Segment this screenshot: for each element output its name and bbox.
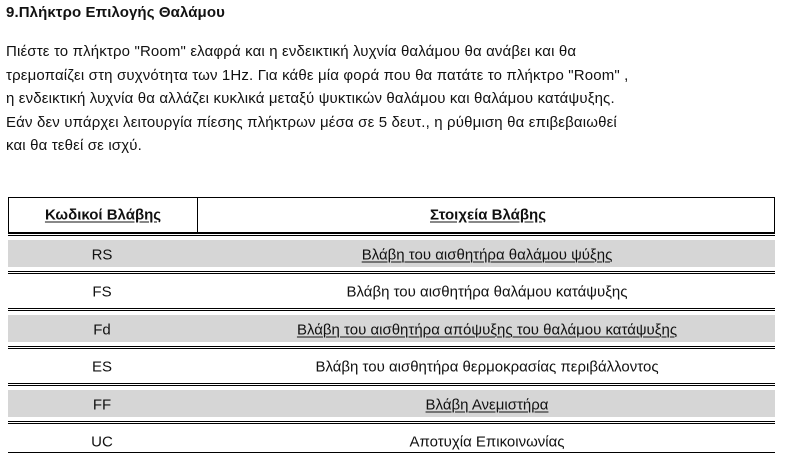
table-header-row — [8, 197, 775, 233]
header-fault-details: Στοιχεία Βλάβης — [430, 206, 546, 224]
row-shading — [8, 390, 775, 417]
paragraph-line: τρεμοπαίζει στη συχνότητα των 1Hz. Για κάθε μία φορά που θα πατάτε το πλήκτρο "Room" , — [6, 66, 629, 84]
table-row — [8, 233, 775, 271]
fault-code-cell: FF — [92, 396, 112, 414]
paragraph-line: και θα τεθεί σε ισχύ. — [6, 137, 142, 154]
instruction-paragraph — [6, 40, 796, 158]
fault-description-cell: Βλάβη του αισθητήρα θαλάμου ψύξης — [361, 246, 613, 264]
fault-description-cell: Βλάβη Ανεμιστήρα — [425, 396, 549, 414]
table-row — [8, 346, 775, 384]
table-row — [8, 308, 775, 346]
paragraph-line: Εάν δεν υπάρχει λειτουργία πίεσης πλήκτρων μέσα σε 5 δευτ., η ρύθμιση θα επιβεβαιωθεί — [6, 113, 617, 131]
fault-code-cell: ES — [91, 358, 113, 376]
fault-code-cell: RS — [91, 246, 113, 264]
table-body — [8, 233, 775, 458]
fault-description-cell: Αποτυχία Επικοινωνίας — [409, 433, 565, 451]
table-bottom-border — [8, 452, 775, 453]
fault-codes-table — [8, 197, 775, 458]
header-fault-codes: Κωδικοί Βλάβης — [44, 206, 162, 224]
section-heading: 9.Πλήκτρο Επιλογής Θαλάμου — [6, 4, 225, 21]
fault-description-cell: Βλάβη του αισθητήρα θαλάμου κατάψυξης — [346, 283, 628, 301]
fault-code-cell: Fd — [93, 321, 111, 339]
fault-code-cell: UC — [91, 433, 113, 451]
table-row — [8, 271, 775, 309]
fault-description-cell: Βλάβη του αισθητήρα απόψυξης του θαλάμου κατάψυξης — [296, 321, 678, 339]
fault-description-cell: Βλάβη του αισθητήρα θερμοκρασίας περιβάλλοντος — [315, 358, 659, 376]
fault-code-cell: FS — [92, 283, 112, 301]
paragraph-line: Πιέστε το πλήκτρο "Room" ελαφρά και η ενδεικτική λυχνία θαλάμου θα ανάβει και θα — [6, 43, 577, 60]
table-row — [8, 383, 775, 421]
paragraph-line: η ενδεικτική λυχνία θα αλλάζει κυκλικά μεταξύ ψυκτικών θαλάμου και θαλάμου κατάψυξης. — [6, 90, 615, 107]
